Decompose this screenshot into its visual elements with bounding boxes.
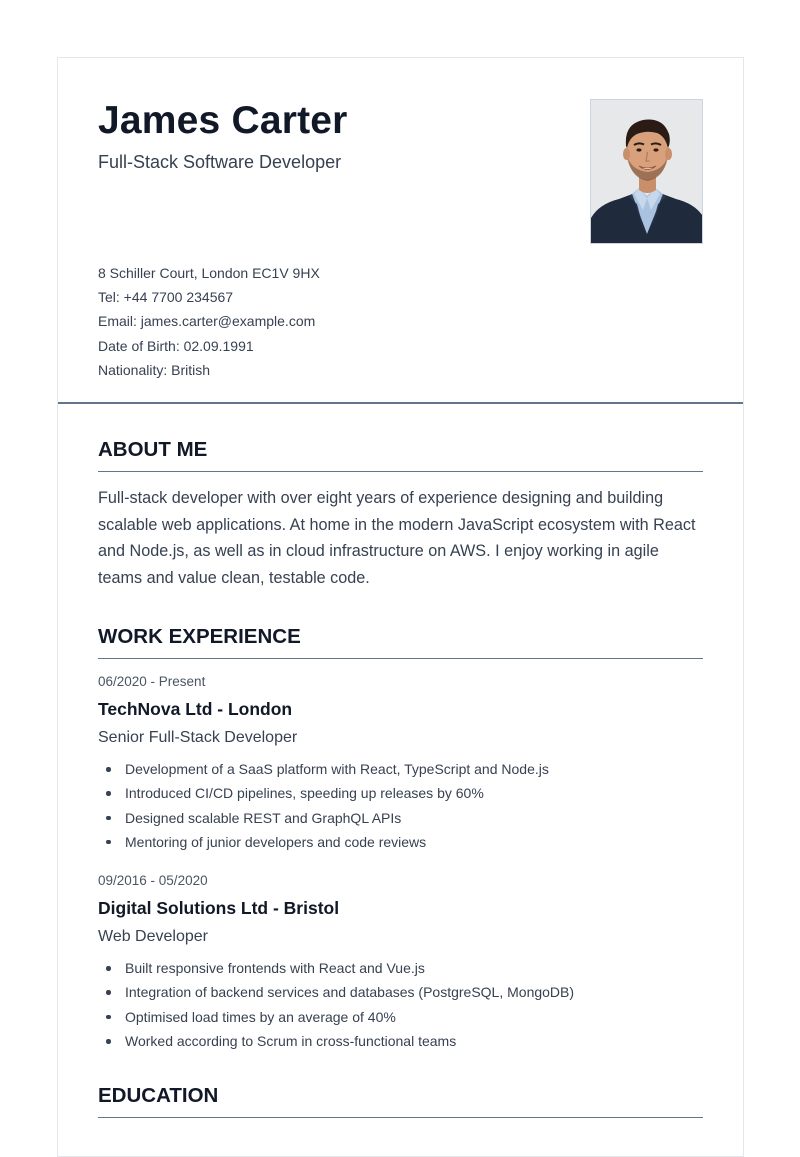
education-heading: EDUCATION <box>98 1084 703 1118</box>
job-bullet-list <box>98 956 703 1053</box>
portrait-image <box>591 100 703 244</box>
job-role: Web Developer <box>98 928 208 946</box>
job-bullet: Integration of backend services and databases (PostgreSQL, MongoDB) <box>98 980 703 1004</box>
job-entry <box>98 672 703 854</box>
job-bullet: Built responsive frontends with React and Vue.js <box>98 956 703 980</box>
contact-email: Email: james.carter@example.com <box>98 313 316 330</box>
job-entry <box>98 871 703 1053</box>
profile-photo <box>590 99 703 244</box>
job-company: Digital Solutions Ltd - Bristol <box>98 898 340 919</box>
experience-section <box>98 625 703 1053</box>
job-bullet-list <box>98 757 703 854</box>
contact-phone: Tel: +44 7700 234567 <box>98 289 234 306</box>
job-company: TechNova Ltd - London <box>98 699 293 719</box>
education-section <box>98 1084 703 1118</box>
resume-header <box>58 58 743 404</box>
job-bullet: Introduced CI/CD pipelines, speeding up releases by 60% <box>98 781 703 805</box>
job-bullet: Mentoring of junior developers and code reviews <box>98 830 703 854</box>
candidate-title: Full-Stack Software Developer <box>98 152 342 172</box>
candidate-name: James Carter <box>98 99 348 142</box>
job-dates: 06/2020 - Present <box>98 674 206 689</box>
contact-list <box>98 261 320 382</box>
job-role: Senior Full-Stack Developer <box>98 729 298 746</box>
about-section <box>98 438 703 591</box>
job-dates: 09/2016 - 05/2020 <box>98 873 208 889</box>
resume-body <box>58 438 743 1118</box>
contact-address: 8 Schiller Court, London EC1V 9HX <box>98 265 320 281</box>
experience-heading: WORK EXPERIENCE <box>98 625 703 659</box>
job-bullet: Designed scalable REST and GraphQL APIs <box>98 806 703 830</box>
about-heading: ABOUT ME <box>98 438 703 472</box>
contact-birthdate: Date of Birth: 02.09.1991 <box>98 337 254 354</box>
job-bullet: Worked according to Scrum in cross-functional teams <box>98 1029 703 1053</box>
job-bullet: Optimised load times by an average of 40% <box>98 1005 703 1029</box>
job-bullet: Development of a SaaS platform with React, TypeScript and Node.js <box>98 757 703 781</box>
resume-page <box>57 57 744 1157</box>
about-text: Full-stack developer with over eight years of experience designing and building scalable web applications. At home in the modern JavaScript ecosystem with React and Node.js, as well as in cloud infrastructure on AWS. I enjoy working in agile teams and value clean, testable code. <box>98 489 696 587</box>
contact-nationality: Nationality: British <box>98 361 211 378</box>
